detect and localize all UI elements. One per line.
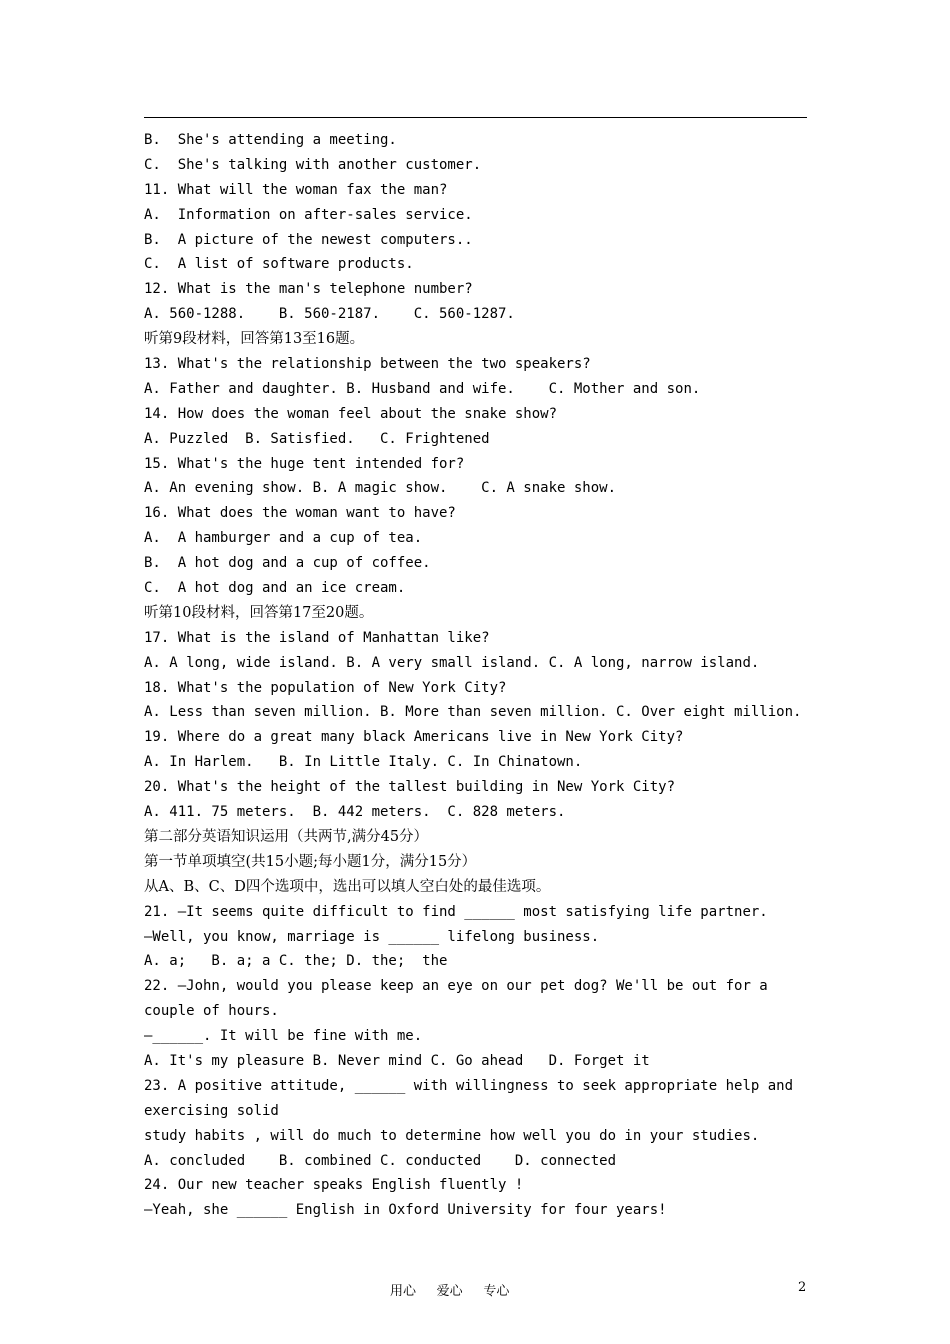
text-line: 11. What will the woman fax the man? bbox=[144, 181, 448, 198]
section-heading: 第一节单项填空(共15小题;每小题1分，满分15分） bbox=[144, 853, 477, 870]
exam-text-body bbox=[144, 128, 807, 1223]
text-line: —Well, you know, marriage is ______ lifelong business. bbox=[144, 928, 600, 945]
text-line: 21. —It seems quite difficult to find ______ most satisfying life partner. bbox=[144, 903, 768, 920]
text-line: 15. What's the huge tent intended for? bbox=[144, 455, 465, 472]
text-line: 19. Where do a great many black Americans live in New York City? bbox=[144, 729, 684, 746]
text-line: 22. —John, would you please keep an eye on our pet dog? We'll be out for a bbox=[144, 978, 768, 995]
text-line: A. In Harlem. B. In Little Italy. C. In Chinatown. bbox=[144, 754, 583, 771]
text-line: —Yeah, she ______ English in Oxford University for four years! bbox=[144, 1202, 667, 1219]
page-number: 2 bbox=[798, 1280, 807, 1295]
text-line: B. She's attending a meeting. bbox=[144, 132, 397, 148]
text-line: 14. How does the woman feel about the snake show? bbox=[144, 405, 558, 422]
text-line: exercising solid bbox=[144, 1102, 279, 1119]
text-line: couple of hours. bbox=[144, 1003, 279, 1020]
text-line: A. a; B. a; a C. the; D. the; the bbox=[144, 953, 448, 970]
section-instruction: 听第10段材料，回答第17至20题。 bbox=[144, 604, 374, 621]
text-line: A. It's my pleasure B. Never mind C. Go ahead D. Forget it bbox=[144, 1052, 650, 1069]
text-line: A. A hamburger and a cup of tea. bbox=[144, 530, 423, 547]
text-line: A. Information on after-sales service. bbox=[144, 206, 473, 223]
part-heading: 第二部分英语知识运用（共两节,满分45分） bbox=[144, 828, 429, 845]
text-line: B. A hot dog and a cup of coffee. bbox=[144, 555, 431, 572]
text-line: study habits , will do much to determine how well you do in your studies. bbox=[144, 1127, 760, 1144]
text-line: 16. What does the woman want to have? bbox=[144, 505, 456, 522]
text-line: 13. What's the relationship between the two speakers? bbox=[144, 356, 591, 373]
text-line: A. Less than seven million. B. More than seven million. C. Over eight million. bbox=[144, 704, 802, 721]
text-line: C. A list of software products. bbox=[144, 256, 414, 273]
text-line: 12. What is the man's telephone number? bbox=[144, 281, 473, 298]
text-line: 17. What is the island of Manhattan like? bbox=[144, 629, 490, 646]
text-line: A. Father and daughter. B. Husband and wife. C. Mother and son. bbox=[144, 380, 701, 397]
section-instruction: 从A、B、C、D四个选项中，选出可以填人空白处的最佳选项。 bbox=[144, 878, 551, 895]
text-line: A. 411. 75 meters. B. 442 meters. C. 828 meters. bbox=[144, 804, 566, 821]
text-line: 20. What's the height of the tallest building in New York City? bbox=[144, 779, 676, 796]
page-footer bbox=[0, 1280, 950, 1302]
text-line: A. 560-1288. B. 560-2187. C. 560-1287. bbox=[144, 306, 515, 323]
text-line: B. A picture of the newest computers.. bbox=[144, 231, 473, 248]
text-line: 24. Our new teacher speaks English fluently ! bbox=[144, 1177, 524, 1194]
section-instruction: 听第9段材料，回答第13至16题。 bbox=[144, 331, 365, 348]
text-line: C. She's talking with another customer. bbox=[144, 156, 482, 173]
header-rule bbox=[144, 117, 807, 118]
text-line: A. Puzzled B. Satisfied. C. Frightened bbox=[144, 430, 490, 447]
text-line: A. An evening show. B. A magic show. C. A snake show. bbox=[144, 480, 617, 497]
text-line: 23. A positive attitude, ______ with willingness to seek appropriate help and bbox=[144, 1077, 794, 1094]
text-line: 18. What's the population of New York City? bbox=[144, 679, 507, 696]
footer-motto: 用心 爱心 专心 bbox=[390, 1284, 510, 1299]
text-line: —______. It will be fine with me. bbox=[144, 1028, 423, 1045]
text-line: C. A hot dog and an ice cream. bbox=[144, 580, 406, 597]
text-line: A. concluded B. combined C. conducted D. connected bbox=[144, 1152, 617, 1169]
text-line: A. A long, wide island. B. A very small island. C. A long, narrow island. bbox=[144, 654, 760, 671]
